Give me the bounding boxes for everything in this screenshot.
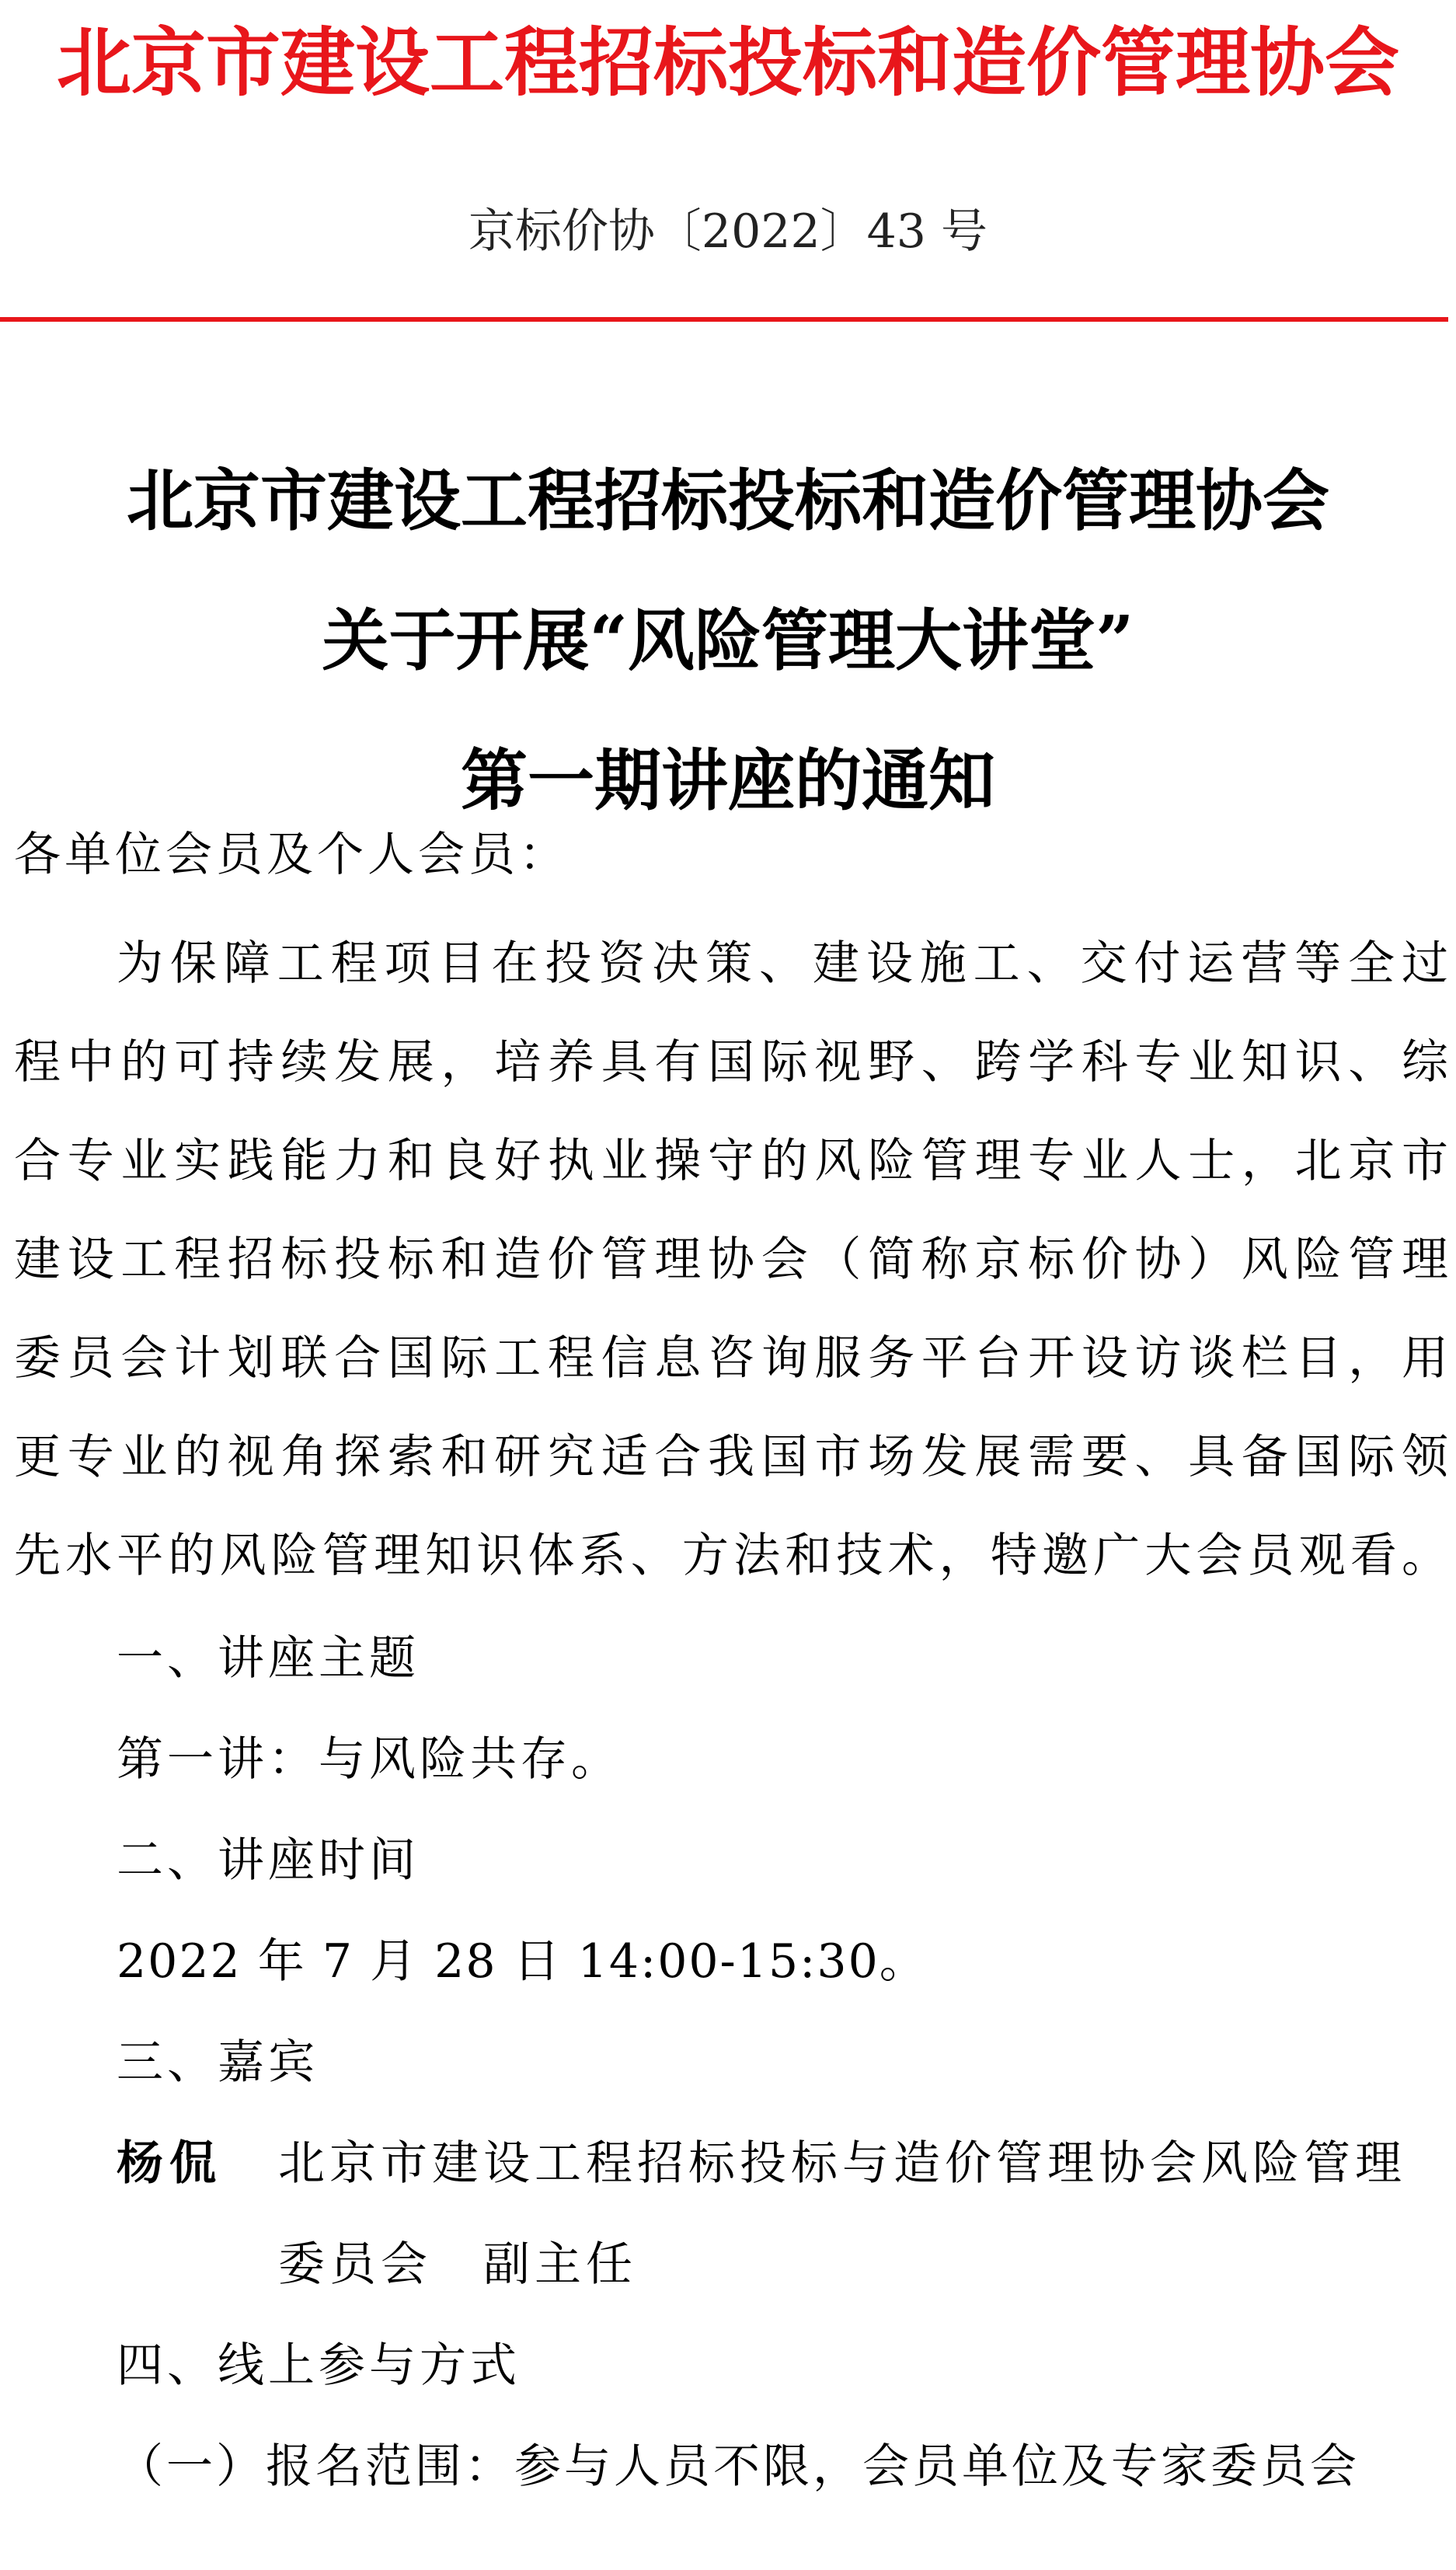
guest-name: 杨侃	[117, 2136, 222, 2191]
intro-paragraph-line: 更专业的视角探索和研究适合我国市场发展需要、具备国际领	[14, 1430, 1448, 1484]
section-4-heading: 四、线上参与方式	[117, 2338, 521, 2393]
section-4-item-1: （一）报名范围：参与人员不限，会员单位及专家委员会	[117, 2439, 1360, 2494]
intro-paragraph-line: 先水平的风险管理知识体系、方法和技术，特邀广大会员观看。	[14, 1529, 1448, 1583]
notice-title-line-2: 关于开展“风险管理大讲堂”	[322, 602, 1134, 680]
document-number: 京标价协〔2022〕43 号	[468, 204, 988, 259]
intro-paragraph-line: 为保障工程项目在投资决策、建设施工、交付运营等全过	[117, 936, 1448, 991]
section-2-heading: 二、讲座时间	[117, 1833, 420, 1888]
red-divider-line	[0, 317, 1448, 322]
notice-title-line-1: 北京市建设工程招标投标和造价管理协会	[127, 462, 1329, 540]
notice-title-line-3: 第一期讲座的通知	[461, 741, 995, 820]
guest-role-line-2: 委员会 副主任	[278, 2237, 637, 2292]
section-1-heading: 一、讲座主题	[117, 1631, 420, 1686]
section-1-content: 第一讲：与风险共存。	[117, 1732, 622, 1787]
section-3-heading: 三、嘉宾	[117, 2035, 319, 2090]
organization-masthead: 北京市建设工程招标投标和造价管理协会	[57, 19, 1399, 106]
intro-paragraph-line: 程中的可持续发展，培养具有国际视野、跨学科专业知识、综	[14, 1035, 1448, 1090]
guest-role-line-1: 北京市建设工程招标投标与造价管理协会风险管理	[278, 2136, 1406, 2191]
salutation: 各单位会员及个人会员：	[14, 828, 570, 882]
intro-paragraph-line: 建设工程招标投标和造价管理协会（简称京标价协）风险管理	[14, 1233, 1448, 1287]
section-2-content: 2022 年 7 月 28 日 14:00-15:30。	[117, 1934, 928, 1989]
intro-paragraph-line: 合专业实践能力和良好执业操守的风险管理专业人士，北京市	[14, 1134, 1448, 1188]
intro-paragraph-line: 委员会计划联合国际工程信息咨询服务平台开设访谈栏目，用	[14, 1331, 1448, 1386]
